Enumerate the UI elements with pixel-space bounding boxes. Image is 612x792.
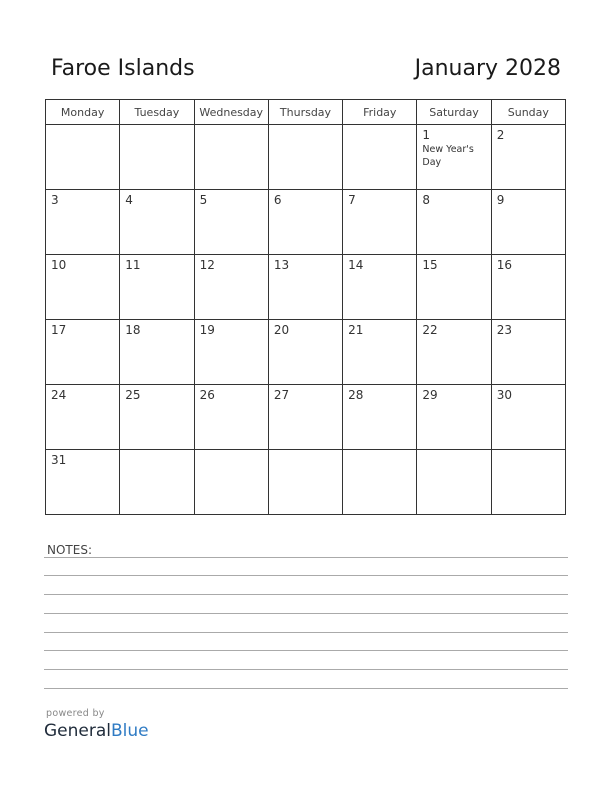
day-number: 28	[348, 388, 364, 402]
weekday-header: Sunday	[491, 100, 565, 125]
day-number: 29	[422, 388, 438, 402]
day-number: 19	[199, 323, 215, 337]
notes-label: NOTES:	[47, 543, 92, 557]
calendar-day-cell	[491, 450, 565, 515]
calendar-day-cell	[417, 255, 491, 320]
calendar-day-cell	[343, 190, 417, 255]
day-number: 11	[125, 258, 141, 272]
day-number: 5	[199, 193, 208, 207]
calendar-day-cell	[46, 320, 120, 385]
calendar-week-row	[46, 385, 566, 450]
calendar-day-cell	[120, 320, 194, 385]
calendar-day-cell	[268, 190, 342, 255]
calendar-day-cell	[268, 255, 342, 320]
day-number: 10	[51, 258, 67, 272]
calendar-day-cell	[491, 385, 565, 450]
day-number: 23	[496, 323, 512, 337]
calendar-week-row	[46, 125, 566, 190]
generalblue-logo[interactable]	[44, 721, 149, 741]
day-number: 18	[125, 323, 141, 337]
calendar-day-cell	[120, 385, 194, 450]
calendar-grid	[45, 99, 566, 515]
day-number: 9	[496, 193, 505, 207]
note-line	[44, 594, 568, 595]
day-number: 27	[273, 388, 290, 402]
calendar-day-cell	[194, 450, 268, 515]
calendar-day-cell	[46, 255, 120, 320]
day-number: 2	[496, 128, 505, 142]
weekday-header: Thursday	[268, 100, 342, 125]
day-number: 31	[51, 453, 67, 467]
calendar-day-cell	[343, 125, 417, 190]
day-number: 12	[199, 258, 215, 272]
calendar-day-cell	[120, 125, 194, 190]
calendar-day-cell	[417, 385, 491, 450]
weekday-header-row	[46, 100, 566, 125]
day-number: 7	[348, 193, 356, 207]
calendar-day-cell	[194, 125, 268, 190]
calendar-day-cell	[46, 385, 120, 450]
calendar-day-cell	[491, 125, 565, 190]
holiday-label: New Year's Day	[422, 144, 474, 168]
weekday-header: Tuesday	[120, 100, 194, 125]
calendar-day-cell	[417, 320, 491, 385]
note-line	[44, 557, 568, 558]
day-number: 20	[273, 323, 290, 337]
day-number: 22	[422, 323, 438, 337]
calendar-day-cell	[120, 450, 194, 515]
month-year-title: January 2028	[414, 56, 561, 81]
day-number: 16	[496, 258, 512, 272]
calendar-day-cell	[194, 385, 268, 450]
calendar-week-row	[46, 320, 566, 385]
note-line	[44, 575, 568, 576]
day-number: 6	[273, 193, 282, 207]
weekday-header: Monday	[46, 100, 120, 125]
day-number: 17	[51, 323, 67, 337]
calendar-day-cell	[46, 190, 120, 255]
calendar-day-cell	[268, 125, 342, 190]
day-number: 15	[422, 258, 438, 272]
calendar-day-cell	[343, 385, 417, 450]
calendar-week-row	[46, 255, 566, 320]
note-line	[44, 669, 568, 670]
calendar-week-row	[46, 450, 566, 515]
note-line	[44, 650, 568, 651]
calendar-day-cell	[194, 255, 268, 320]
day-number: 25	[125, 388, 141, 402]
note-line	[44, 632, 568, 633]
logo-general: General	[44, 721, 111, 741]
day-number: 3	[51, 193, 59, 207]
calendar-day-cell	[491, 320, 565, 385]
day-number: 1	[422, 128, 431, 142]
calendar-day-cell	[417, 190, 491, 255]
day-number: 30	[496, 388, 512, 402]
weekday-header: Saturday	[417, 100, 491, 125]
calendar-day-cell	[194, 320, 268, 385]
calendar-day-cell	[120, 255, 194, 320]
note-line	[44, 688, 568, 689]
calendar-week-row	[46, 190, 566, 255]
note-line	[44, 613, 568, 614]
calendar-day-cell	[120, 190, 194, 255]
day-number: 13	[273, 258, 290, 272]
day-number: 24	[51, 388, 67, 402]
day-number: 21	[348, 323, 364, 337]
country-title: Faroe Islands	[51, 56, 195, 81]
powered-by-text: powered by	[46, 708, 105, 719]
calendar-day-cell	[268, 385, 342, 450]
day-number: 26	[199, 388, 215, 402]
calendar-day-cell	[343, 320, 417, 385]
calendar-day-cell	[46, 450, 120, 515]
calendar-day-cell	[268, 320, 342, 385]
calendar-day-cell	[343, 255, 417, 320]
weekday-header: Wednesday	[194, 100, 268, 125]
day-number: 14	[348, 258, 364, 272]
calendar-day-cell	[343, 450, 417, 515]
calendar-day-cell	[46, 125, 120, 190]
day-number: 8	[422, 193, 431, 207]
logo-blue: Blue	[111, 721, 149, 741]
calendar-day-cell	[417, 450, 491, 515]
calendar-day-cell	[491, 255, 565, 320]
calendar-day-cell	[194, 190, 268, 255]
calendar-day-cell	[491, 190, 565, 255]
calendar-day-cell	[417, 125, 491, 190]
calendar-day-cell	[268, 450, 342, 515]
day-number: 4	[125, 193, 133, 207]
weekday-header: Friday	[343, 100, 417, 125]
